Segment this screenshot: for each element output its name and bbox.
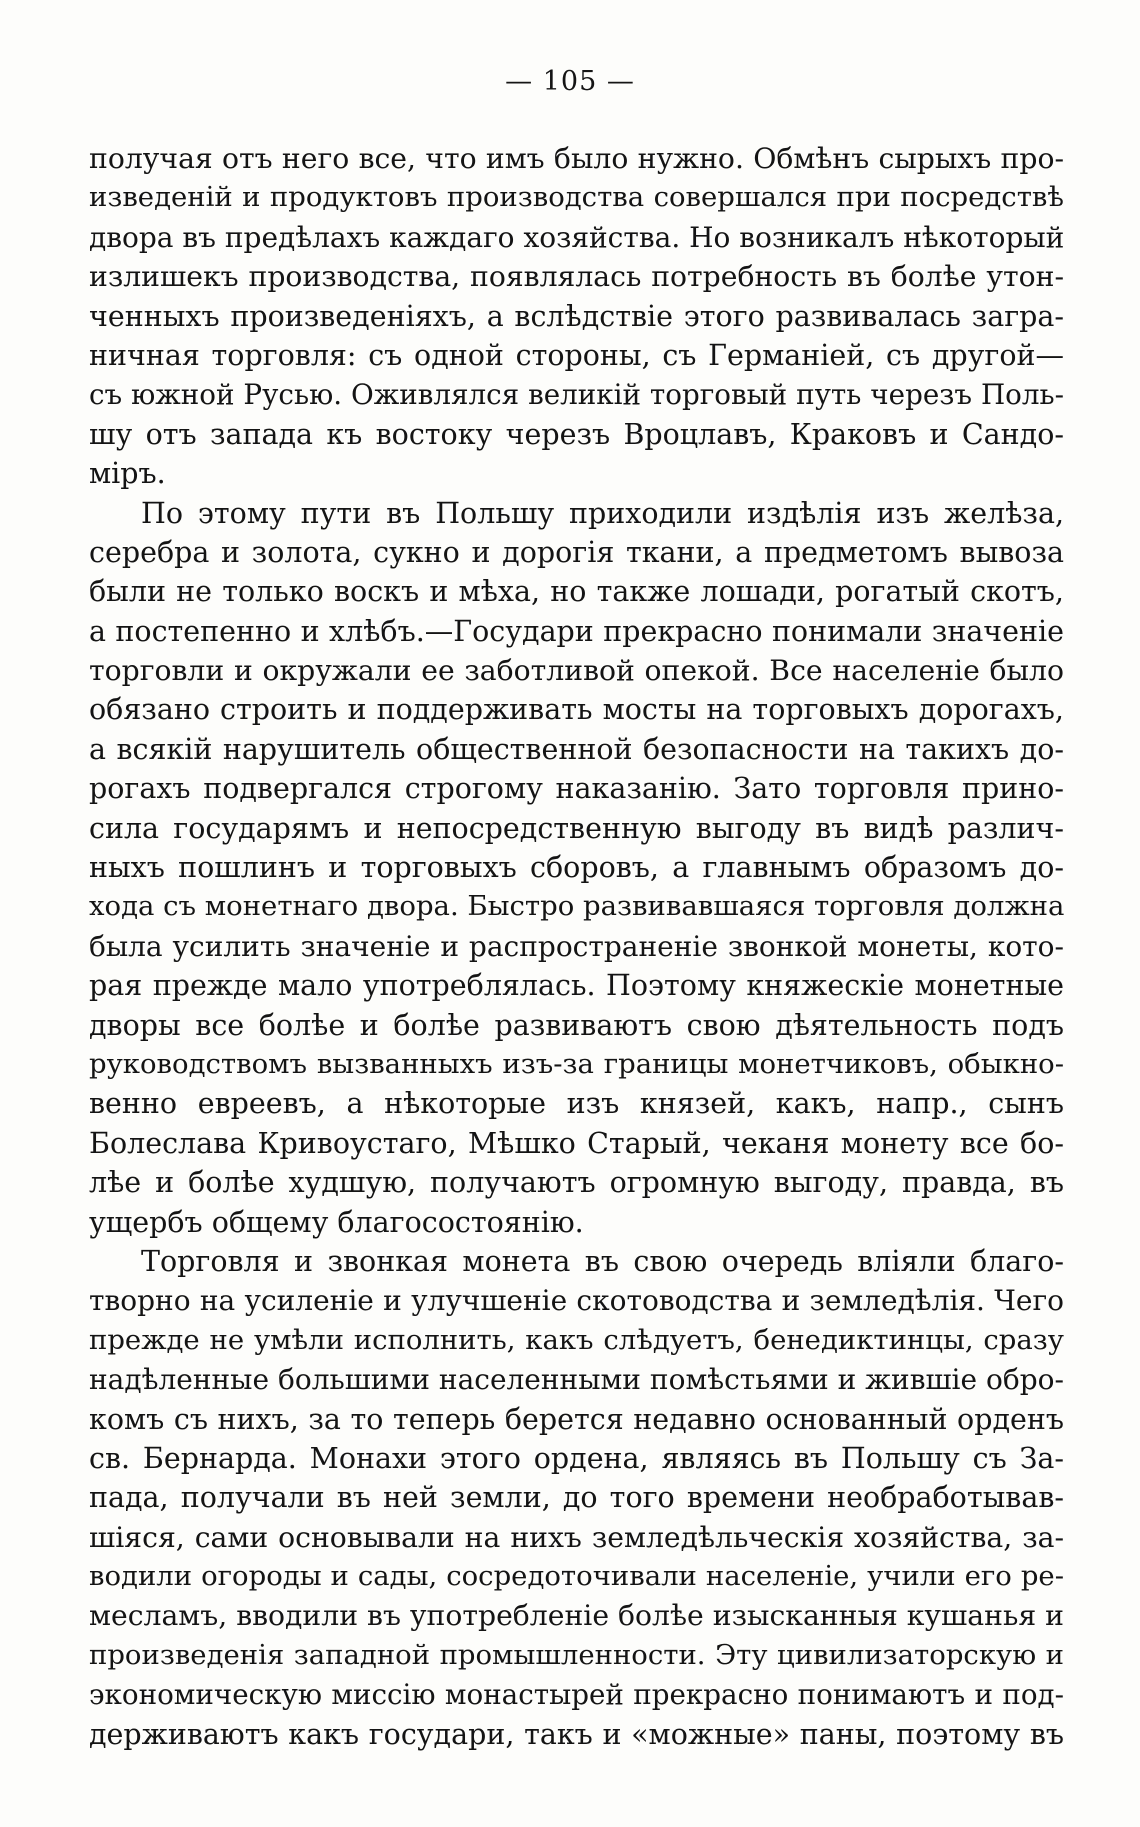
- text-line: излишекъ производства, появлялась потребность въ болѣе утон-: [89, 260, 1064, 294]
- text-line: водили огороды и сады, сосредоточивали населеніе, учили его ре-: [89, 1560, 1064, 1593]
- text-line: рая прежде мало употреблялась. Поэтому княжескіе монетные: [89, 969, 1064, 1003]
- text-line: шіяся, сами основывали на нихъ земледѣльческія хозяйства, за-: [89, 1520, 1064, 1554]
- text-line: св. Бернарда. Монахи этого ордена, являясь въ Польшу съ За-: [89, 1441, 1064, 1475]
- text-line: пада, получали въ ней земли, до того времени необработывав-: [89, 1481, 1064, 1515]
- text-line: рогахъ подвергался строгому наказанію. Зато торговля прино-: [89, 772, 1064, 806]
- text-line: были не только воскъ и мѣха, но также лошади, рогатый скотъ,: [89, 575, 1064, 609]
- text-line: торговли и окружали ее заботливой опекой. Все населеніе было: [89, 654, 1064, 688]
- text-line: а всякій нарушитель общественной безопасности на такихъ до-: [89, 732, 1064, 766]
- text-line: экономическую миссію монастырей прекрасно понимаютъ и под-: [89, 1678, 1064, 1712]
- text-line: хода съ монетнаго двора. Быстро развивавшаяся торговля должна: [89, 890, 1065, 923]
- text-line: комъ съ нихъ, за то теперь берется недавно основанный орденъ: [89, 1402, 1064, 1436]
- text-line: обязано строить и поддерживать мосты на торговыхъ дорогахъ,: [89, 693, 1064, 727]
- text-line: изведеній и продуктовъ производства совершался при посредствѣ: [89, 181, 1064, 214]
- text-line: надѣленные большими населенными помѣстьями и жившіе обро-: [89, 1363, 1064, 1397]
- text-line: дворы все болѣе и болѣе развиваютъ свою дѣятельность подъ: [89, 1008, 1064, 1042]
- text-line: Болеслава Кривоустаго, Мѣшко Старый, чеканя монету все бо-: [89, 1126, 1064, 1160]
- text-line: месламъ, вводили въ употребленіе болѣе изысканныя кушанья и: [89, 1599, 1064, 1633]
- text-line: серебра и золота, сукно и дорогія ткани, а предметомъ вывоза: [89, 535, 1064, 569]
- text-line: лѣе и болѣе худшую, получаютъ огромную выгоду, правда, въ: [89, 1166, 1064, 1200]
- text-line: а постепенно и хлѣбъ.—Государи прекрасно понимали значеніе: [89, 614, 1064, 648]
- text-line: ныхъ пошлинъ и торговыхъ сборовъ, а главнымъ образомъ до-: [89, 851, 1064, 885]
- text-line: руководствомъ вызванныхъ изъ-за границы монетчиковъ, обыкно-: [89, 1047, 1064, 1080]
- text-line: произведенія западной промышленности. Эту цивилизаторскую и: [89, 1638, 1064, 1671]
- text-line: венно евреевъ, а нѣкоторые изъ князей, какъ, напр., сынъ: [89, 1087, 1064, 1121]
- text-line: была усилить значеніе и распространеніе звонкой монеты, кото-: [89, 929, 1064, 963]
- text-line: Торговля и звонкая монета въ свою очередь вліяли благо-: [141, 1244, 1064, 1278]
- text-line: ущербъ общему благосостоянію.: [89, 1205, 584, 1239]
- text-line: держиваютъ какъ государи, такъ и «можные» паны, поэтому въ: [89, 1717, 1064, 1751]
- text-line: шу отъ запада къ востоку черезъ Вроцлавъ, Краковъ и Сандо-: [89, 417, 1064, 451]
- text-line: получая отъ него все, что имъ было нужно. Обмѣнъ сырыхъ про-: [89, 142, 1064, 175]
- text-line: творно на усиленіе и улучшеніе скотоводства и земледѣлія. Чего: [89, 1284, 1064, 1318]
- paragraph-3: [89, 1242, 1064, 1754]
- text-line: двора въ предѣлахъ каждаго хозяйства. Но возникалъ нѣкоторый: [89, 220, 1065, 254]
- body-text: [89, 139, 1064, 1754]
- paragraph-1: [89, 139, 1064, 494]
- paragraph-2: [89, 494, 1064, 1242]
- text-line: прежде не умѣли исполнить, какъ слѣдуетъ, бенедиктинцы, сразу: [89, 1323, 1064, 1356]
- text-line: ничная торговля: съ одной стороны, съ Германіей, съ другой—: [89, 338, 1064, 372]
- page-number: — 105 —: [505, 66, 635, 97]
- text-line: По этому пути въ Польшу приходили издѣлія изъ желѣза,: [141, 496, 1064, 530]
- text-line: ченныхъ произведеніяхъ, а вслѣдствіе этого развивалась загра-: [89, 299, 1064, 333]
- text-line: міръ.: [89, 457, 166, 491]
- text-line: съ южной Русью. Оживлялся великій торговый путь черезъ Поль-: [89, 378, 1064, 412]
- text-line: сила государямъ и непосредственную выгоду въ видѣ различ-: [89, 811, 1064, 845]
